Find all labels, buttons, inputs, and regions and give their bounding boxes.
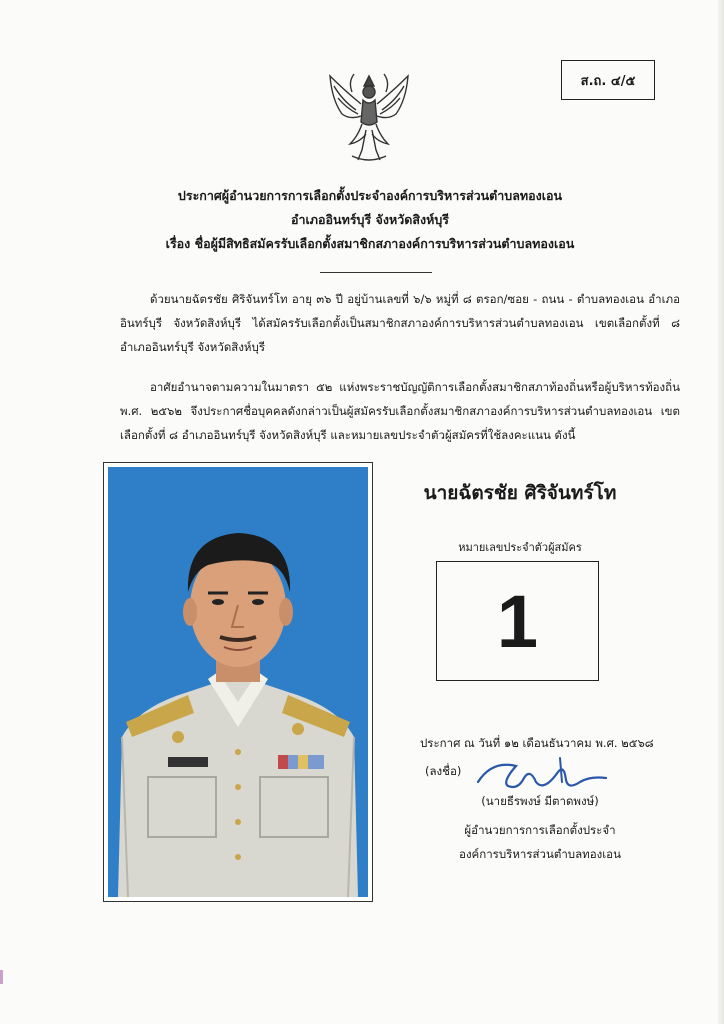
- scan-mark: [0, 970, 3, 984]
- candidate-number: 1: [436, 561, 599, 681]
- paragraph-2-text: อาศัยอำนาจตามความในมาตรา ๕๒ แห่งพระราชบัญญัติการเลือกตั้งสมาชิกสภาท้องถิ่นหรือผู้บริหารท้องถิ่น พ.ศ. ๒๕๖๒ จึงประกาศชื่อบุคคลดังกล่าวเป็นผู้สมัครรับเลือกตั้งสมาชิกสภาองค์การบริหารส่วนตำบลทองเอน เขตเลือกตั้งที่ ๘ อำเภออินทร์บุรี จังหวัดสิงห์บุรี และหมายเลขประจำตัวผู้สมัครที่ใช้ลงคะแนน ดังนี้: [120, 380, 680, 442]
- candidate-name: นายฉัตรชัย ศิริจันทร์โท: [423, 482, 617, 504]
- signer-title: [430, 818, 650, 866]
- signature-label: (ลงชื่อ): [425, 764, 462, 778]
- candidate-portrait-icon: [108, 467, 368, 897]
- header-subject: เรื่อง ชื่อผู้มีสิทธิสมัครรับเลือกตั้งสมาชิกสภาองค์การบริหารส่วนตำบลทองเอน: [165, 236, 575, 251]
- signer-name: (นายธีรพงษ์ มีตาดพงษ์): [481, 794, 599, 808]
- signer-title-line-1: ผู้อำนวยการการเลือกตั้งประจำ: [464, 823, 616, 837]
- announcement-date: ประกาศ ณ วันที่ ๑๒ เดือนธันวาคม พ.ศ. ๒๕๖๘: [420, 736, 654, 750]
- candidate-number-caption: หมายเลขประจำตัวผู้สมัคร: [458, 541, 582, 554]
- body-paragraph-1: [120, 287, 680, 359]
- candidate-photo-frame: [103, 462, 373, 902]
- form-code-box: ส.ถ. ๔/๕: [561, 60, 655, 100]
- header-line-1: ประกาศผู้อำนวยการการเลือกตั้งประจำองค์การบริหารส่วนตำบลทองเอน: [177, 188, 563, 203]
- scan-edge-shadow: [718, 0, 724, 1024]
- signer-title-line-2: องค์การบริหารส่วนตำบลทองเอน: [459, 847, 621, 861]
- header-divider: [320, 272, 432, 273]
- body-paragraph-2: [120, 375, 680, 447]
- garuda-emblem-icon: [322, 70, 416, 166]
- header-line-2: อำเภออินทร์บุรี จังหวัดสิงห์บุรี: [291, 212, 449, 227]
- document-header: [60, 184, 680, 256]
- paragraph-1-text: ด้วยนายฉัตรชัย ศิริจันทร์โท อายุ ๓๖ ปี อยู่บ้านเลขที่ ๖/๖ หมู่ที่ ๘ ตรอก/ซอย - ถนน - ตำบลทองเอน อำเภออินทร์บุรี จังหวัดสิงห์บุรี ได้สมัครรับเลือกตั้งเป็นสมาชิกสภาองค์การบริหารส่วนตำบลทองเอน เขตเลือกตั้งที่ ๘ อำเภออินทร์บุรี จังหวัดสิงห์บุรี: [120, 292, 680, 354]
- signature-icon: [472, 752, 612, 796]
